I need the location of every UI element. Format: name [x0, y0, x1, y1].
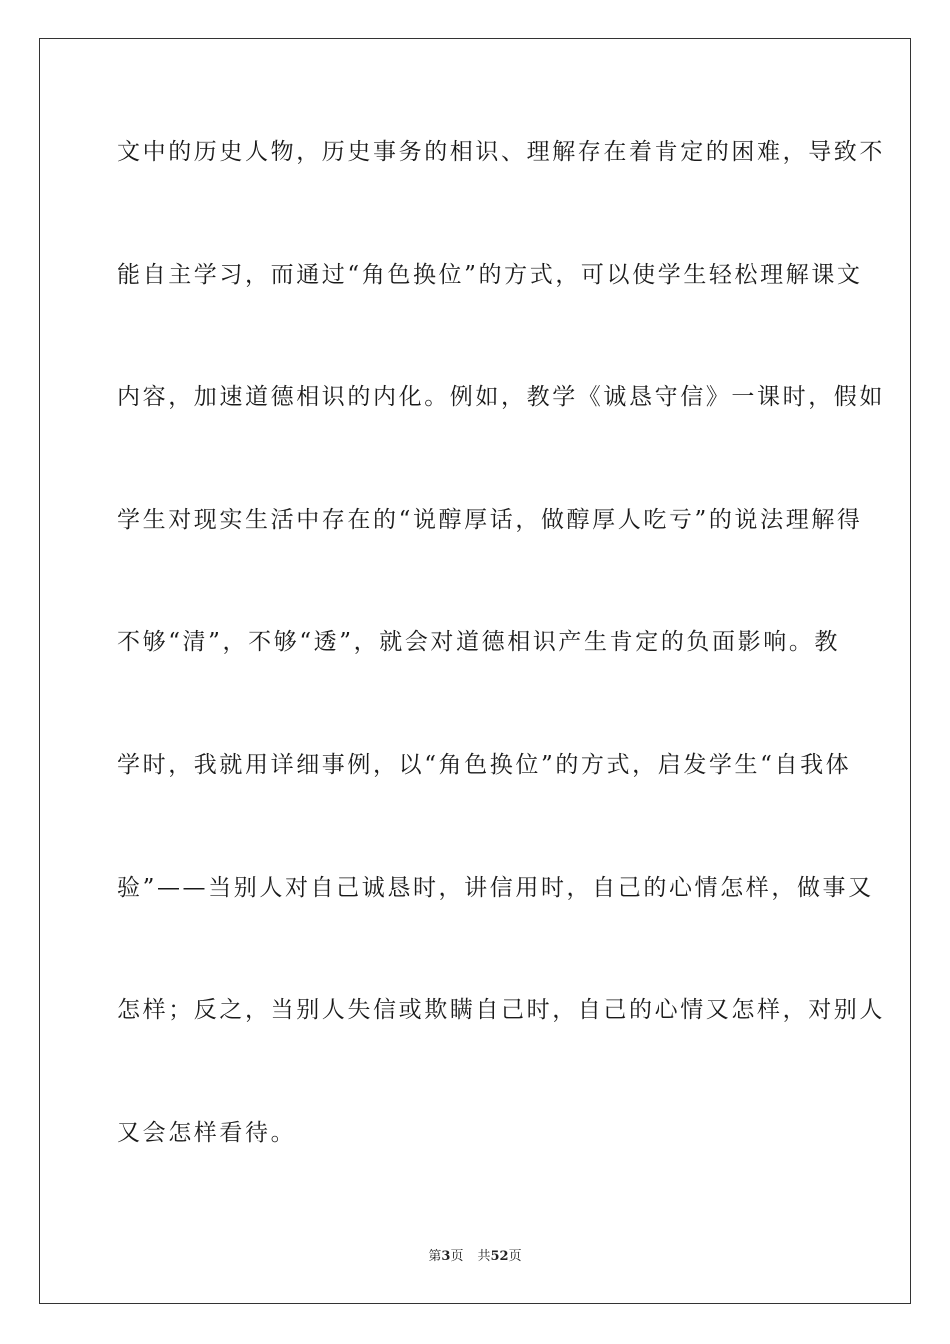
total-prefix: 共 — [477, 1249, 491, 1264]
total-suffix: 页 — [508, 1249, 522, 1264]
text-line: 文中的历史人物，历史事务的相识、理解存在着肯定的困难，导致不 — [117, 139, 885, 165]
text-line: 不够“清”，不够“透”，就会对道德相识产生肯定的负面影响。教 — [117, 629, 841, 656]
text-line: 又会怎样看待。 — [117, 1119, 297, 1146]
text-line: 学时，我就用详细事例，以“角色换位”的方式，启发学生“自我体 — [117, 751, 852, 778]
text-line: 怎样；反之，当别人失信或欺瞒自己时，自己的心情又怎样，对别人 — [117, 997, 885, 1024]
text-line: 学生对现实生活中存在的“说醇厚话，做醇厚人吃亏”的说法理解得 — [117, 506, 863, 533]
text-line: 内容，加速道德相识的内化。例如，教学《诚恳守信》一课时，假如 — [117, 384, 885, 411]
page-prefix: 第 — [428, 1249, 442, 1264]
text-line: 验”——当别人对自己诚恳时，讲信用时，自己的心情怎样，做事又 — [117, 874, 874, 901]
body-text — [117, 126, 885, 1229]
page-footer — [0, 1247, 950, 1267]
text-line: 能自主学习，而通过“角色换位”的方式，可以使学生轻松理解课文 — [117, 261, 863, 288]
page-suffix: 页 — [450, 1249, 464, 1264]
total-pages: 52 — [490, 1249, 509, 1264]
page-number: 3 — [441, 1249, 451, 1264]
